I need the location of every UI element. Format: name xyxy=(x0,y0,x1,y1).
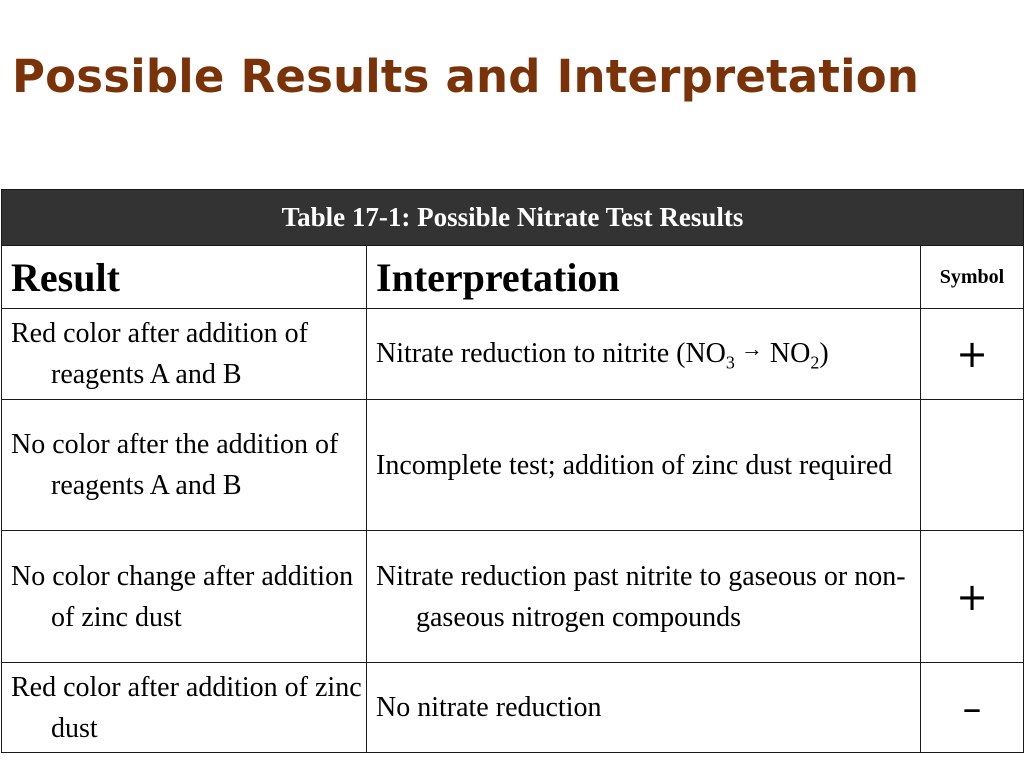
table-row xyxy=(2,531,1024,663)
interp-text-middle: NO xyxy=(769,338,811,369)
interpretation-text: Incomplete test; addition of zinc dust required xyxy=(376,449,893,481)
nitrate-results-table xyxy=(1,189,1024,753)
interpretation-cell xyxy=(367,531,921,663)
result-cell xyxy=(2,400,367,531)
table-row xyxy=(2,400,1024,531)
result-cell xyxy=(2,309,367,400)
result-cell xyxy=(2,531,367,663)
result-text: Red color after addition of zinc dust xyxy=(11,671,362,744)
header-symbol: Symbol xyxy=(921,246,1024,309)
interp-text-before: Nitrate reduction to nitrite (NO xyxy=(376,338,726,369)
interpretation-cell xyxy=(367,400,921,531)
symbol-cell: + xyxy=(921,309,1024,400)
symbol-cell: – xyxy=(921,663,1024,753)
slide-title: Possible Results and Interpretation xyxy=(12,50,920,103)
header-result: Result xyxy=(2,246,367,309)
symbol-cell xyxy=(921,400,1024,531)
symbol-cell: + xyxy=(921,531,1024,663)
header-interpretation: Interpretation xyxy=(367,246,921,309)
table-row xyxy=(2,663,1024,753)
interpretation-cell xyxy=(367,309,921,400)
reduction-arrow: → xyxy=(740,336,763,361)
no3-subscript: 3 xyxy=(725,352,735,373)
interpretation-text: No nitrate reduction xyxy=(376,692,602,723)
interp-text-after: ) xyxy=(819,338,829,369)
result-cell xyxy=(2,663,367,753)
table-caption-row xyxy=(2,190,1024,246)
result-text: Red color after addition of reagents A and B xyxy=(11,318,309,390)
table-row xyxy=(2,309,1024,400)
table-caption: Table 17-1: Possible Nitrate Test Results xyxy=(2,190,1024,246)
table-header-row xyxy=(2,246,1024,309)
interpretation-text xyxy=(376,333,920,375)
result-text: No color after the addition of reagents A and B xyxy=(11,429,339,501)
no2-subscript: 2 xyxy=(810,352,820,373)
result-text: No color change after addition of zinc dust xyxy=(11,560,354,633)
interpretation-cell xyxy=(367,663,921,753)
interpretation-text: Nitrate reduction past nitrite to gaseous or non-gaseous nitrogen compounds xyxy=(376,560,906,633)
